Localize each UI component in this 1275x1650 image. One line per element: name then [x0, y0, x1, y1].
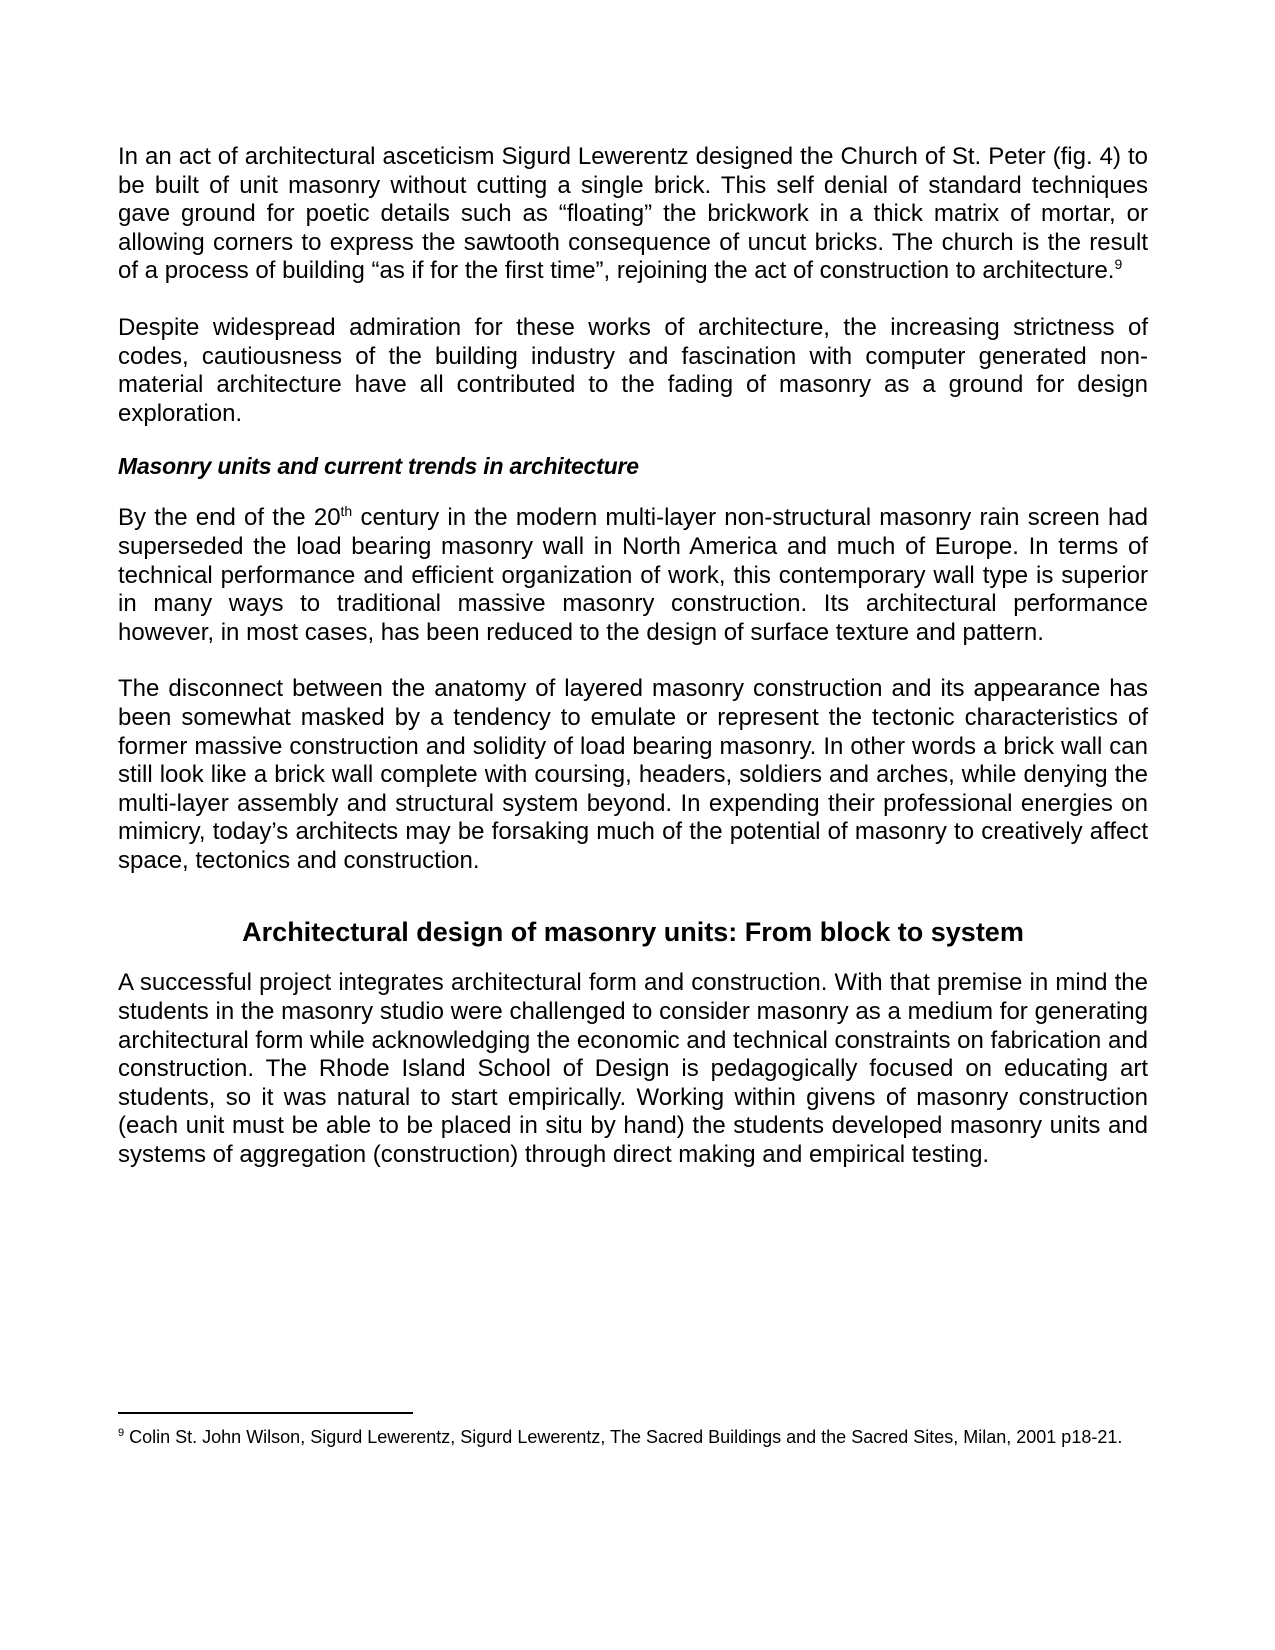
section-heading: Architectural design of masonry units: From block to system [242, 917, 1024, 948]
paragraph-lewerentz [118, 143, 1148, 286]
paragraph-successful-project: A successful project integrates architectural form and construction. With that premise in mind the students in the masonry studio were challenged to consider masonry as a medium for generating architectural form while acknowledging the economic and technical constraints on fabrication and construction. The Rhode Island School of Design is pedagogically focused on educating art students, so it was natural to start empirically. Working within givens of masonry construction (each unit must be able to be placed in situ by hand) the students developed masonry units and systems of aggregation (construction) through direct making and empirical testing. [118, 969, 1148, 1169]
paragraph-lewerentz-text: In an act of architectural asceticism Sigurd Lewerentz designed the Church of St. Peter (fig. 4) to be built of unit masonry without cutting a single brick. This self denial of standard techniques gave ground for poetic details such as “floating” the brickwork in a thick matrix of mortar, or allowing corners to express the sawtooth consequence of uncut bricks. The church is the result of a process of building “as if for the first time”, rejoining the act of construction to architecture. [118, 143, 1148, 285]
footnote-divider [118, 1412, 413, 1414]
paragraph-rain-screen-rest: century in the modern multi-layer non-structural masonry rain screen had superseded the load bearing masonry wall in North America and much of Europe. In terms of technical performance and efficient organization of work, this contemporary wall type is superior in many ways to traditional massive masonry construction. Its architectural performance however, in most cases, has been reduced to the design of surface texture and pattern. [118, 504, 1149, 646]
footnote-citation: Colin St. John Wilson, Sigurd Lewerentz, Sigurd Lewerentz, The Sacred Buildings and the Sacred Sites, Milan, 2001 p18-21. [124, 1427, 1123, 1447]
subheading-current-trends: Masonry units and current trends in architecture [118, 453, 639, 480]
footnote [118, 1424, 1148, 1450]
footnote-area [118, 1412, 1148, 1450]
ordinal-superscript: th [340, 503, 353, 520]
paragraph-admiration: Despite widespread admiration for these works of architecture, the increasing strictness of codes, cautiousness of the building industry and fascination with computer generated non-material architecture have all contributed to the fading of masonry as a ground for design exploration. [118, 313, 1148, 427]
paragraph-rain-screen [118, 504, 1148, 647]
footnote-number: 9 [118, 1427, 125, 1439]
footnote-reference: 9 [1114, 256, 1123, 273]
paragraph-rain-screen-start: By the end of the 20 [118, 504, 341, 532]
paragraph-disconnect: The disconnect between the anatomy of layered masonry construction and its appearance has been somewhat masked by a tendency to emulate or represent the tectonic characteristics of former massive construction and solidity of load bearing masonry. In other words a brick wall can still look like a brick wall complete with coursing, headers, soldiers and arches, while denying the multi-layer assembly and structural system beyond. In expending their professional energies on mimicry, today’s architects may be forsaking much of the potential of masonry to creatively affect space, tectonics and construction. [118, 675, 1148, 874]
document-body [118, 143, 1148, 1170]
